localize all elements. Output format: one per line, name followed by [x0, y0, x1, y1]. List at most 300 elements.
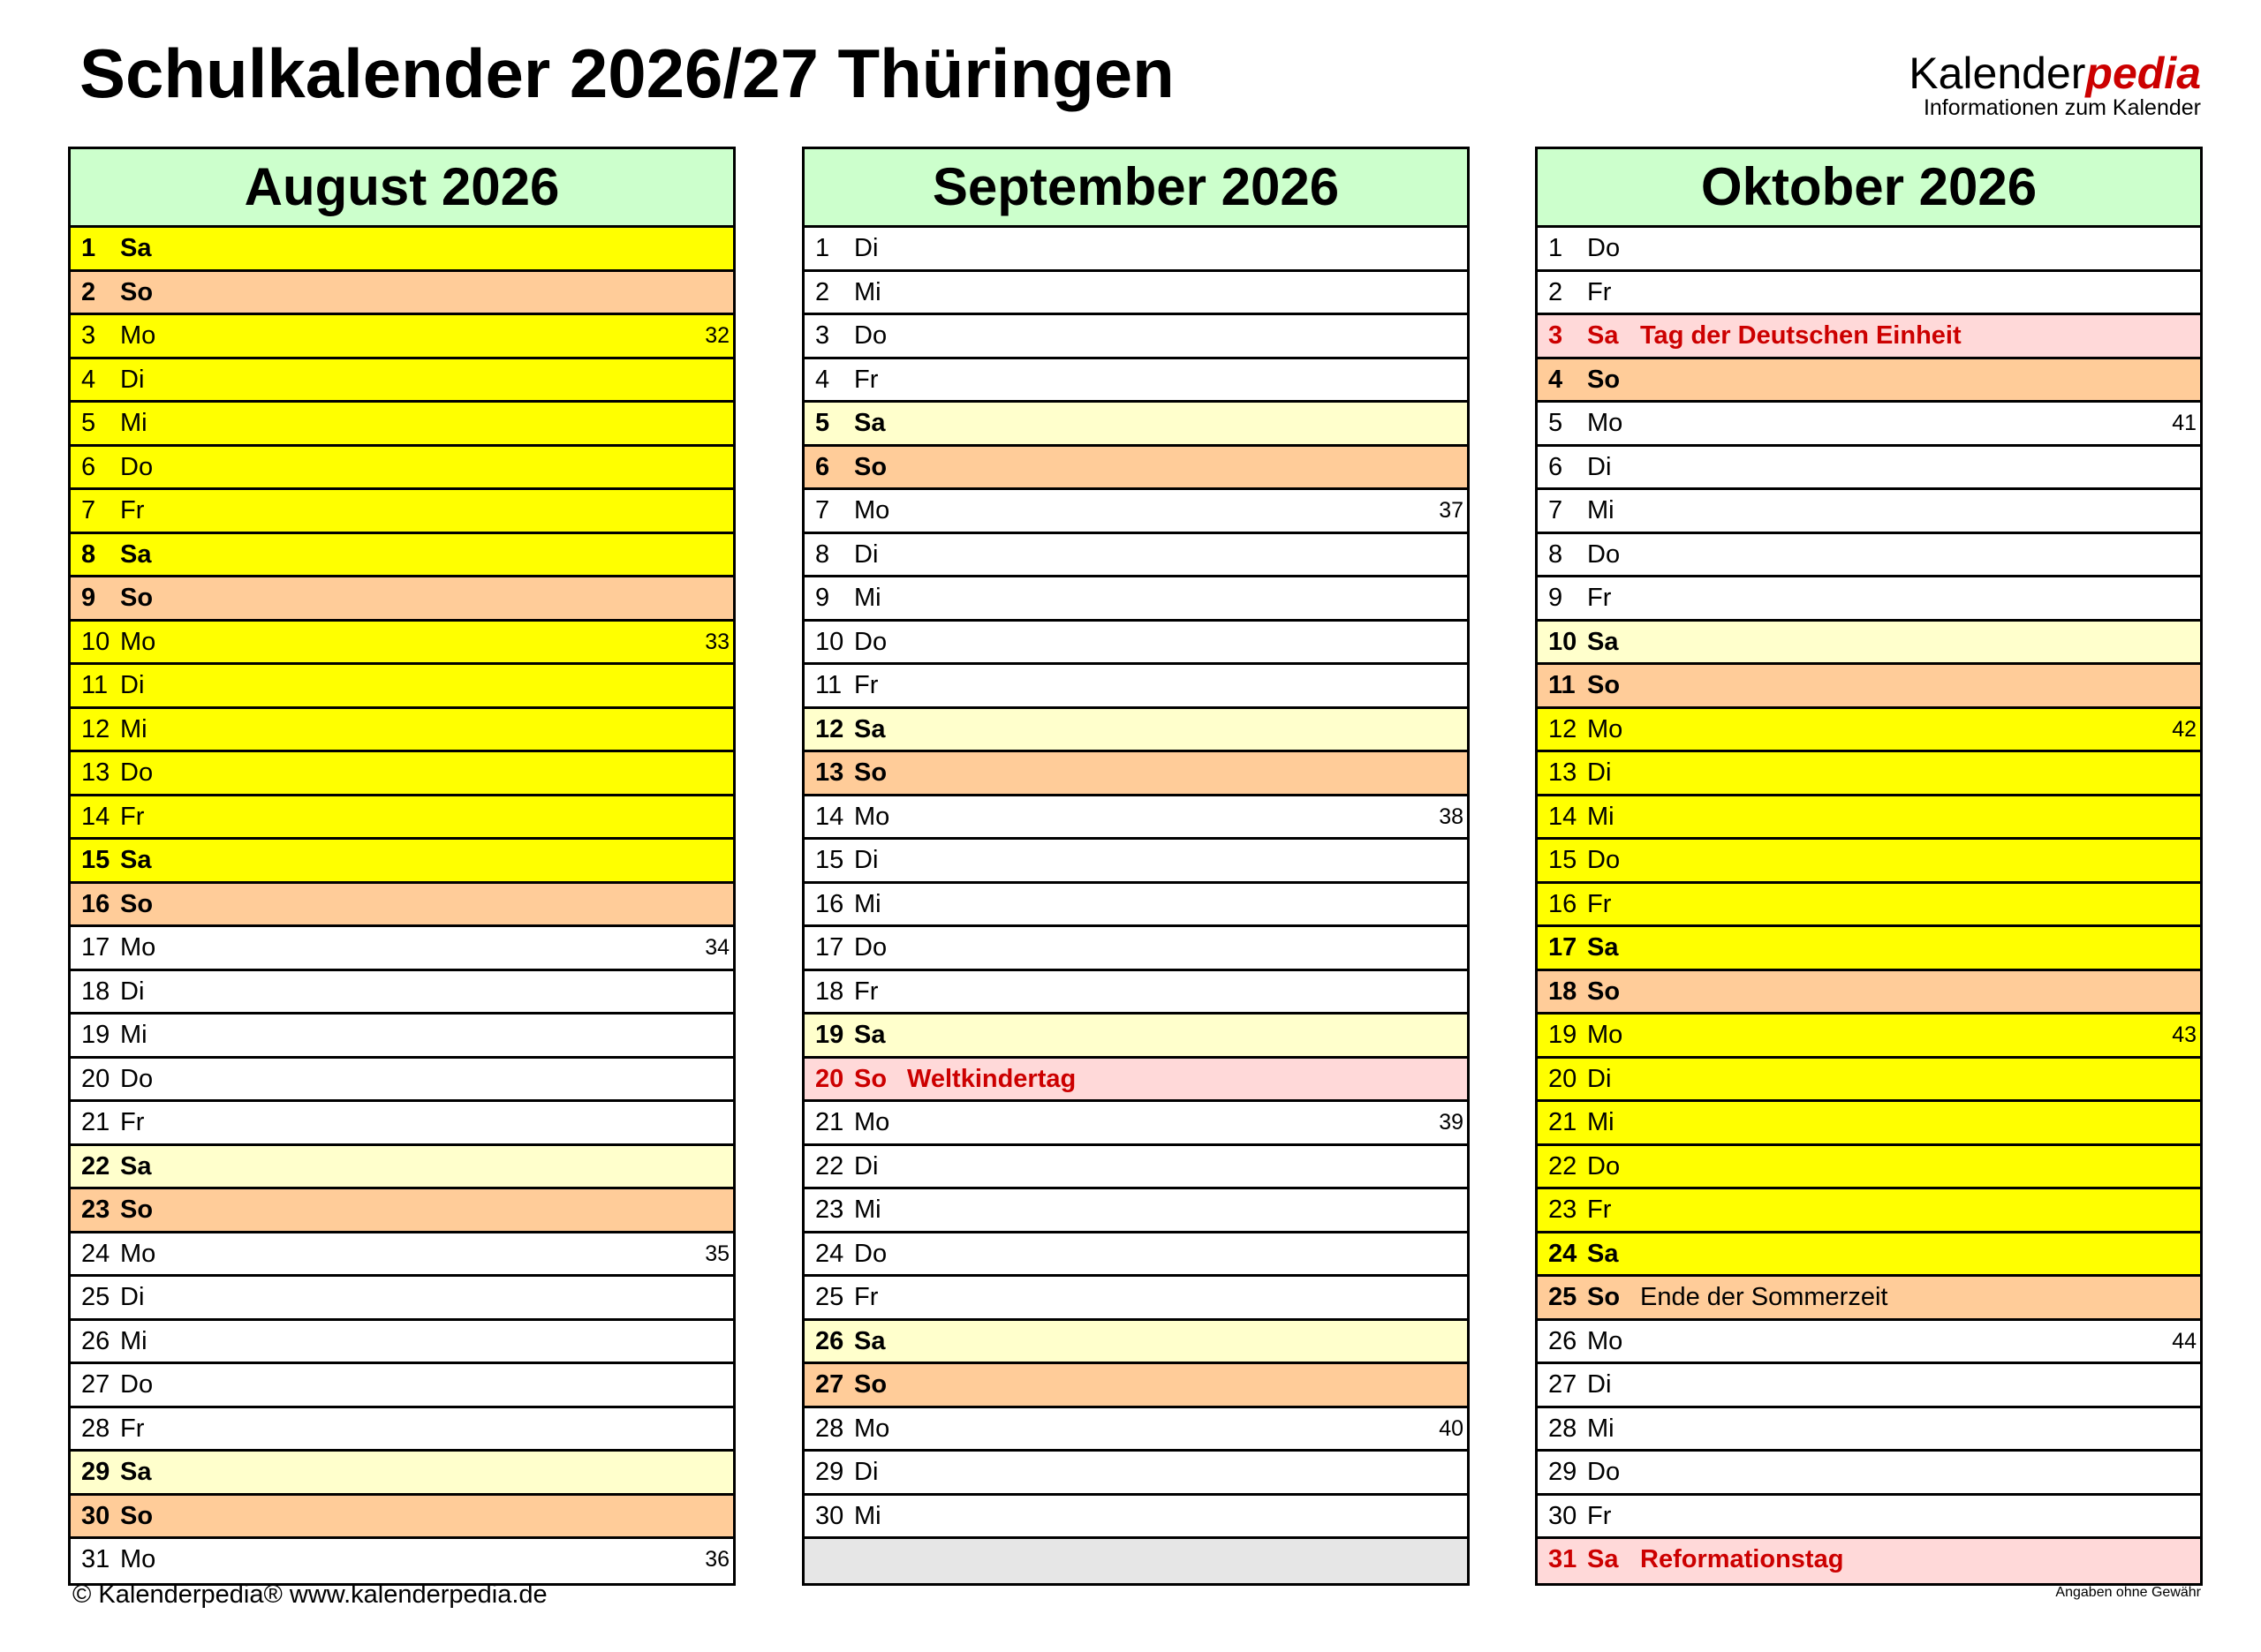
day-number: 14: [1548, 802, 1577, 831]
weekday: Di: [120, 1283, 145, 1311]
day-row: [805, 665, 1467, 709]
weekday: Di: [854, 1151, 879, 1181]
day-row: [71, 971, 733, 1015]
weekday: Do: [120, 452, 154, 481]
day-row: [1538, 1408, 2200, 1452]
day-number: 8: [81, 539, 96, 569]
day-row: [1538, 1452, 2200, 1496]
week-number: 42: [2172, 716, 2197, 742]
day-row: [1538, 622, 2200, 666]
day-row: [1538, 840, 2200, 884]
day-row: [1538, 1189, 2200, 1233]
day-number: 24: [815, 1239, 844, 1268]
weekday: Fr: [1587, 1501, 1612, 1530]
day-number: 9: [815, 584, 830, 612]
day-number: 16: [1548, 889, 1577, 918]
day-number: 6: [81, 452, 96, 481]
weekday: Do: [120, 758, 154, 787]
day-row: [1538, 1059, 2200, 1103]
day-number: 18: [815, 977, 844, 1006]
day-number: 18: [81, 977, 110, 1006]
day-row: [1538, 272, 2200, 316]
day-row: [71, 665, 733, 709]
day-row: [805, 1059, 1467, 1103]
weekday: Mo: [1587, 409, 1623, 437]
day-number: 16: [815, 889, 844, 918]
day-number: 8: [1548, 539, 1563, 569]
day-number: 2: [81, 277, 96, 306]
day-row: [1538, 709, 2200, 753]
day-number: 14: [81, 802, 110, 831]
day-number: 30: [1548, 1501, 1577, 1530]
day-number: 28: [1548, 1414, 1577, 1443]
page-title: Schulkalender 2026/27 Thüringen: [79, 34, 1175, 112]
day-row: [71, 1321, 733, 1365]
day-number: 28: [815, 1414, 844, 1443]
weekday: Sa: [1587, 1545, 1619, 1573]
day-number: 13: [1548, 758, 1577, 787]
day-number: 23: [1548, 1196, 1577, 1224]
day-number: 3: [815, 321, 830, 350]
weekday: Di: [854, 234, 879, 262]
day-number: 21: [815, 1108, 844, 1136]
day-number: 7: [81, 496, 96, 524]
day-note: Reformationstag: [1640, 1545, 1844, 1573]
day-row: [1538, 1496, 2200, 1540]
day-row: [805, 1408, 1467, 1452]
weekday: Mo: [1587, 714, 1623, 743]
day-row: [71, 315, 733, 359]
day-row: [805, 971, 1467, 1015]
weekday: Fr: [120, 1414, 145, 1443]
weekday: So: [1587, 365, 1621, 394]
weekday: Sa: [120, 234, 152, 262]
weekday: Mi: [854, 1196, 881, 1224]
day-number: 21: [81, 1108, 110, 1136]
weekday: So: [120, 1501, 154, 1530]
weekday: Mo: [854, 1108, 890, 1136]
day-number: 23: [815, 1196, 844, 1224]
day-number: 10: [1548, 627, 1577, 656]
day-row: [1538, 577, 2200, 622]
day-number: 23: [81, 1196, 110, 1224]
weekday: Di: [120, 365, 145, 394]
day-number: 25: [81, 1283, 110, 1311]
day-number: 25: [815, 1283, 844, 1311]
day-number: 3: [1548, 321, 1563, 350]
week-number: 44: [2172, 1328, 2197, 1354]
weekday: Mi: [1587, 802, 1614, 831]
day-row: [805, 272, 1467, 316]
weekday: Mi: [1587, 1108, 1614, 1136]
day-number: 15: [81, 846, 110, 874]
day-row: [805, 1452, 1467, 1496]
day-row: [1538, 796, 2200, 841]
weekday: Do: [1587, 1151, 1621, 1181]
month-august: [68, 147, 736, 1586]
day-row: [71, 403, 733, 447]
day-row: [1538, 1146, 2200, 1190]
weekday: Mo: [854, 496, 890, 524]
day-row: [1538, 1277, 2200, 1321]
day-number: 29: [81, 1458, 110, 1486]
day-number: 19: [81, 1021, 110, 1049]
day-number: 16: [81, 889, 110, 918]
day-row: [1538, 1321, 2200, 1365]
day-row: [805, 1102, 1467, 1146]
weekday: So: [1587, 977, 1621, 1006]
day-number: 3: [81, 321, 96, 350]
weekday: Fr: [854, 1283, 879, 1311]
weekday: So: [120, 277, 154, 306]
month-september: [802, 147, 1470, 1586]
day-row: [805, 1321, 1467, 1365]
weekday: So: [120, 1196, 154, 1224]
day-row: [805, 228, 1467, 272]
weekday: Sa: [854, 1021, 886, 1049]
day-number: 22: [815, 1151, 844, 1181]
weekday: Do: [854, 627, 888, 656]
weekday: So: [120, 584, 154, 612]
day-row: [1538, 1233, 2200, 1278]
day-number: 26: [1548, 1326, 1577, 1355]
weekday: Di: [854, 846, 879, 874]
day-number: 27: [815, 1370, 844, 1399]
day-row: [71, 796, 733, 841]
weekday: Mi: [120, 409, 147, 437]
weekday: Mo: [120, 321, 156, 350]
weekday: Mo: [854, 1414, 890, 1443]
day-number: 19: [815, 1021, 844, 1049]
day-row: [805, 315, 1467, 359]
weekday: Fr: [1587, 1196, 1612, 1224]
day-row: [71, 447, 733, 491]
day-row: [71, 709, 733, 753]
week-number: 36: [705, 1547, 730, 1572]
weekday: Do: [1587, 846, 1621, 874]
day-row: [805, 1496, 1467, 1540]
weekday: Mi: [120, 1326, 147, 1355]
weekday: Do: [854, 933, 888, 962]
kalenderpedia-logo: [1909, 51, 2201, 120]
day-number: 7: [1548, 496, 1563, 524]
day-number: 11: [81, 671, 109, 699]
month-header: September 2026: [805, 149, 1467, 228]
weekday: Do: [1587, 539, 1621, 569]
weekday: Fr: [1587, 584, 1612, 612]
weekday: Do: [1587, 1458, 1621, 1486]
day-row: [71, 1539, 733, 1583]
day-number: 27: [81, 1370, 110, 1399]
day-number: 4: [815, 365, 830, 394]
day-number: 2: [815, 277, 830, 306]
day-row: [805, 403, 1467, 447]
day-row: [805, 622, 1467, 666]
day-number: 10: [815, 627, 844, 656]
weekday: Mo: [120, 1239, 156, 1268]
day-number: 31: [81, 1545, 110, 1573]
day-number: 4: [1548, 365, 1563, 394]
day-number: 29: [815, 1458, 844, 1486]
day-row: [71, 1102, 733, 1146]
day-row: [71, 359, 733, 404]
day-number: 26: [815, 1326, 844, 1355]
week-number: 33: [705, 629, 730, 654]
day-number: 20: [815, 1064, 844, 1093]
day-row: [1538, 403, 2200, 447]
day-row: [71, 1496, 733, 1540]
weekday: So: [120, 889, 154, 918]
weekday: Mi: [854, 584, 881, 612]
day-row: [1538, 490, 2200, 534]
weekday: Di: [1587, 1064, 1612, 1093]
day-note: Ende der Sommerzeit: [1640, 1283, 1888, 1311]
logo-tagline: Informationen zum Kalender: [1923, 95, 2201, 120]
weekday: Do: [854, 321, 888, 350]
day-row: [71, 752, 733, 796]
day-row: [805, 359, 1467, 404]
day-row: [805, 927, 1467, 971]
week-number: 32: [705, 323, 730, 348]
weekday: So: [854, 1064, 888, 1093]
month-header: August 2026: [71, 149, 733, 228]
weekday: Fr: [120, 802, 145, 831]
day-row: [805, 709, 1467, 753]
weekday: Sa: [854, 1326, 886, 1355]
day-number: 11: [815, 671, 843, 699]
day-row: [71, 1015, 733, 1059]
weekday: So: [854, 1370, 888, 1399]
day-row: [805, 447, 1467, 491]
week-number: 41: [2172, 411, 2197, 435]
day-row: [71, 1364, 733, 1408]
week-number: 40: [1439, 1415, 1463, 1441]
weekday: Mi: [854, 889, 881, 918]
day-row: [805, 1233, 1467, 1278]
day-number: 29: [1548, 1458, 1577, 1486]
footer-copyright: © Kalenderpedia® www.kalenderpedia.de: [72, 1580, 548, 1609]
logo-name-b: pedia: [2085, 49, 2201, 98]
day-row: [71, 884, 733, 928]
day-row: [805, 577, 1467, 622]
day-row: [1538, 315, 2200, 359]
day-row: [805, 1277, 1467, 1321]
day-row: [71, 622, 733, 666]
weekday: Sa: [854, 409, 886, 437]
day-row: [71, 927, 733, 971]
day-number: 11: [1548, 671, 1576, 699]
day-row: [805, 840, 1467, 884]
weekday: Fr: [1587, 889, 1612, 918]
day-row: [1538, 1539, 2200, 1583]
weekday: Mo: [120, 933, 156, 962]
day-number: 7: [815, 496, 830, 524]
day-number: 25: [1548, 1283, 1577, 1311]
weekday: Di: [1587, 452, 1612, 481]
day-number: 20: [1548, 1064, 1577, 1093]
week-number: 38: [1439, 803, 1463, 829]
day-number: 1: [815, 234, 830, 262]
empty-row: [805, 1539, 1467, 1583]
weekday: Fr: [120, 1108, 145, 1136]
day-number: 5: [81, 409, 96, 437]
weekday: Mo: [120, 1545, 156, 1573]
day-row: [805, 884, 1467, 928]
day-number: 22: [1548, 1151, 1577, 1181]
day-row: [805, 534, 1467, 578]
day-number: 28: [81, 1414, 110, 1443]
day-number: 27: [1548, 1370, 1577, 1399]
weekday: Do: [854, 1239, 888, 1268]
day-row: [1538, 228, 2200, 272]
day-row: [1538, 359, 2200, 404]
day-number: 17: [815, 933, 844, 962]
day-row: [805, 752, 1467, 796]
weekday: So: [854, 758, 888, 787]
day-row: [1538, 1364, 2200, 1408]
day-row: [1538, 447, 2200, 491]
month-oktober: [1535, 147, 2203, 1586]
day-number: 30: [81, 1501, 110, 1530]
day-number: 18: [1548, 977, 1577, 1006]
weekday: Mo: [1587, 1326, 1623, 1355]
day-row: [1538, 1015, 2200, 1059]
day-row: [71, 577, 733, 622]
day-number: 1: [1548, 234, 1563, 262]
weekday: Sa: [1587, 933, 1619, 962]
day-number: 13: [815, 758, 844, 787]
day-number: 4: [81, 365, 96, 394]
day-row: [805, 1146, 1467, 1190]
footer-disclaimer: Angaben ohne Gewähr: [2055, 1585, 2201, 1600]
day-row: [71, 490, 733, 534]
day-number: 31: [1548, 1545, 1577, 1573]
day-number: 20: [81, 1064, 110, 1093]
weekday: Fr: [854, 977, 879, 1006]
weekday: So: [1587, 1283, 1621, 1311]
day-number: 9: [1548, 584, 1563, 612]
day-row: [1538, 534, 2200, 578]
day-row: [805, 1015, 1467, 1059]
day-row: [1538, 665, 2200, 709]
weekday: Fr: [854, 671, 879, 699]
day-number: 21: [1548, 1108, 1577, 1136]
day-row: [71, 1452, 733, 1496]
day-number: 10: [81, 627, 110, 656]
day-row: [1538, 927, 2200, 971]
weekday: Sa: [1587, 321, 1619, 350]
week-number: 37: [1439, 498, 1463, 523]
weekday: Di: [120, 977, 145, 1006]
day-number: 6: [815, 452, 830, 481]
day-row: [71, 534, 733, 578]
day-number: 1: [81, 234, 96, 262]
weekday: Mi: [120, 714, 147, 743]
day-number: 12: [81, 714, 110, 743]
day-row: [805, 796, 1467, 841]
day-number: 8: [815, 539, 830, 569]
day-row: [71, 272, 733, 316]
weekday: Sa: [854, 714, 886, 743]
day-number: 2: [1548, 277, 1563, 306]
day-number: 5: [815, 409, 830, 437]
weekday: Do: [120, 1370, 154, 1399]
weekday: Fr: [120, 496, 145, 524]
day-row: [1538, 884, 2200, 928]
day-row: [71, 228, 733, 272]
week-number: 43: [2172, 1022, 2197, 1047]
weekday: So: [854, 452, 888, 481]
day-number: 26: [81, 1326, 110, 1355]
day-row: [71, 840, 733, 884]
weekday: Mo: [1587, 1021, 1623, 1049]
weekday: Di: [1587, 758, 1612, 787]
day-row: [71, 1146, 733, 1190]
day-number: 24: [1548, 1239, 1577, 1268]
day-row: [1538, 971, 2200, 1015]
weekday: Di: [1587, 1370, 1612, 1399]
day-row: [1538, 1102, 2200, 1146]
weekday: Do: [120, 1064, 154, 1093]
day-number: 15: [815, 846, 844, 874]
day-number: 12: [1548, 714, 1577, 743]
weekday: Mi: [1587, 1414, 1614, 1443]
week-number: 35: [705, 1241, 730, 1266]
weekday: Fr: [1587, 277, 1612, 306]
week-number: 39: [1439, 1110, 1463, 1135]
day-row: [805, 1189, 1467, 1233]
weekday: Di: [854, 1458, 879, 1486]
weekday: Mo: [120, 627, 156, 656]
day-note: Tag der Deutschen Einheit: [1640, 321, 1962, 350]
weekday: Mo: [854, 802, 890, 831]
day-row: [1538, 752, 2200, 796]
day-row: [805, 1364, 1467, 1408]
day-number: 6: [1548, 452, 1563, 481]
day-row: [71, 1059, 733, 1103]
day-note: Weltkindertag: [907, 1064, 1077, 1093]
weekday: Sa: [120, 539, 152, 569]
weekday: Mi: [120, 1021, 147, 1049]
logo-name-a: Kalender: [1909, 49, 2086, 98]
day-number: 14: [815, 802, 844, 831]
day-number: 17: [1548, 933, 1577, 962]
day-row: [805, 490, 1467, 534]
weekday: Sa: [1587, 627, 1619, 656]
weekday: Fr: [854, 365, 879, 394]
day-number: 5: [1548, 409, 1563, 437]
weekday: Di: [120, 671, 145, 699]
day-row: [71, 1408, 733, 1452]
weekday: Mi: [1587, 496, 1614, 524]
day-number: 12: [815, 714, 844, 743]
day-number: 9: [81, 584, 96, 612]
day-number: 19: [1548, 1021, 1577, 1049]
day-row: [71, 1189, 733, 1233]
week-number: 34: [705, 935, 730, 960]
day-number: 24: [81, 1239, 110, 1268]
weekday: Di: [854, 539, 879, 569]
day-number: 13: [81, 758, 110, 787]
day-row: [71, 1277, 733, 1321]
day-number: 17: [81, 933, 110, 962]
day-number: 22: [81, 1151, 110, 1181]
month-header: Oktober 2026: [1538, 149, 2200, 228]
weekday: Mi: [854, 1501, 881, 1530]
day-number: 15: [1548, 846, 1577, 874]
weekday: So: [1587, 671, 1621, 699]
weekday: Sa: [120, 1151, 152, 1181]
